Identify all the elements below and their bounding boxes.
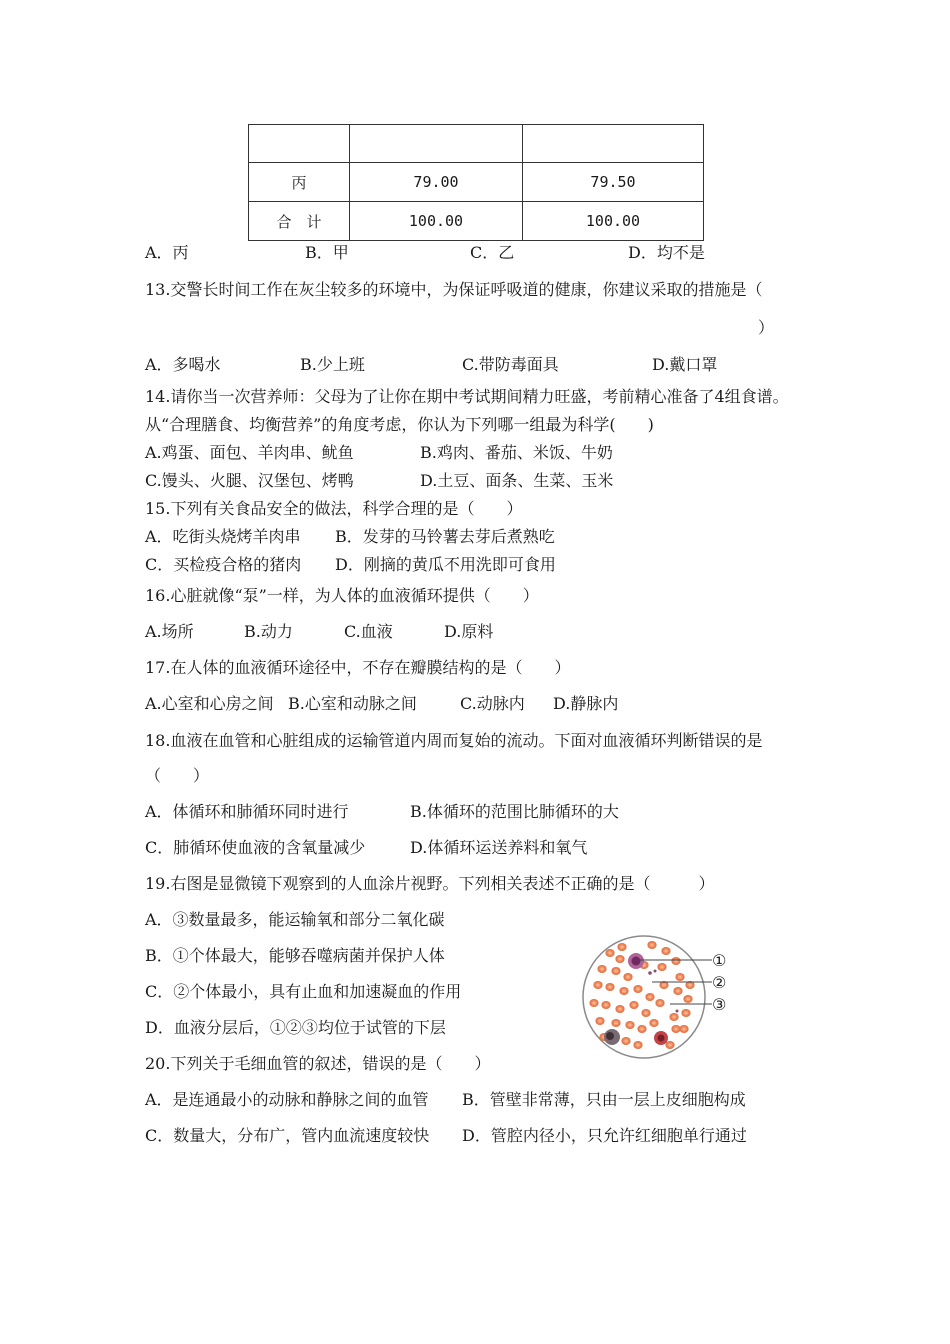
q14-option-c[interactable]: C.馒头、火腿、汉堡包、烤鸭 xyxy=(145,471,354,490)
figure-label-2: ② xyxy=(712,973,727,992)
q15-question: 15.下列有关食品安全的做法，科学合理的是（ ） xyxy=(145,499,523,518)
q13-option-b[interactable]: B.少上班 xyxy=(300,355,365,374)
red-blood-cell xyxy=(625,1021,634,1029)
red-blood-cell xyxy=(657,963,666,971)
red-blood-cell xyxy=(671,1025,680,1033)
q16-option-a[interactable]: A.场所 xyxy=(145,622,194,641)
red-blood-cell xyxy=(641,1009,650,1017)
table-cell: 合 计 xyxy=(249,202,350,241)
table-row xyxy=(249,163,704,202)
red-blood-cell xyxy=(619,987,628,995)
table-cell: 100.00 xyxy=(523,202,704,241)
red-blood-cell xyxy=(637,1025,646,1033)
table-cell: 79.50 xyxy=(523,163,704,202)
q15-option-a[interactable]: A．吃街头烧烤羊肉串 xyxy=(145,527,301,546)
q12-option-a[interactable]: A．丙 xyxy=(145,243,189,262)
q14-question-line2: 从“合理膳食、均衡营养”的角度考虑，你认为下列哪一组最为科学( ) xyxy=(145,415,654,434)
q13-answer-paren: ） xyxy=(758,318,775,337)
q18-option-d[interactable]: D.体循环运送养料和氧气 xyxy=(410,838,588,857)
q19-option-a[interactable]: A．③数量最多，能运输氧和部分二氧化碳 xyxy=(145,910,445,929)
table-cell: 丙 xyxy=(249,163,350,202)
red-blood-cell xyxy=(655,999,664,1007)
red-blood-cell xyxy=(615,1005,624,1013)
red-blood-cell xyxy=(675,973,684,981)
q18-answer-paren: （ ） xyxy=(145,766,210,785)
table-cell: 79.00 xyxy=(350,163,523,202)
q20-option-d[interactable]: D．管腔内径小，只允许红细胞单行通过 xyxy=(462,1126,747,1145)
q14-option-d[interactable]: D.土豆、面条、生菜、玉米 xyxy=(420,471,614,490)
q19-question: 19.右图是显微镜下观察到的人血涂片视野。下列相关表述不正确的是（ ） xyxy=(145,874,715,893)
red-blood-cell xyxy=(673,987,682,995)
red-blood-cell xyxy=(611,1019,620,1027)
red-blood-cell xyxy=(645,993,654,1001)
red-blood-cell xyxy=(623,973,632,981)
figure-label-3: ③ xyxy=(712,995,727,1014)
q19-option-d[interactable]: D．血液分层后，①②③均位于试管的下层 xyxy=(145,1018,446,1037)
q17-option-d[interactable]: D.静脉内 xyxy=(553,694,619,713)
table-cell xyxy=(523,125,704,163)
red-blood-cell xyxy=(595,1017,604,1025)
q18-question: 18.血液在血管和心脏组成的运输管道内周而复始的流动。下面对血液循环判断错误的是 xyxy=(145,731,763,750)
q13-option-d[interactable]: D.戴口罩 xyxy=(652,355,718,374)
q18-option-b[interactable]: B.体循环的范围比肺循环的大 xyxy=(410,802,619,821)
q17-option-c[interactable]: C.动脉内 xyxy=(460,694,525,713)
q16-option-b[interactable]: B.动力 xyxy=(244,622,293,641)
red-blood-cell xyxy=(615,955,624,963)
q19-option-b[interactable]: B．①个体最大，能够吞噬病菌并保护人体 xyxy=(145,946,445,965)
red-blood-cell xyxy=(671,957,680,965)
q16-question: 16.心脏就像“泵”一样，为人体的血液循环提供（ ） xyxy=(145,586,539,605)
red-blood-cell xyxy=(633,985,642,993)
q18-option-c[interactable]: C．肺循环使血液的含氧量减少 xyxy=(145,838,366,857)
table-row xyxy=(249,125,704,163)
q16-option-d[interactable]: D.原料 xyxy=(444,622,494,641)
q20-option-a[interactable]: A．是连通最小的动脉和静脉之间的血管 xyxy=(145,1090,429,1109)
red-blood-cell xyxy=(617,943,626,951)
q17-option-a[interactable]: A.心室和心房之间 xyxy=(145,694,274,713)
red-blood-cell xyxy=(605,983,614,991)
data-table xyxy=(248,124,704,241)
q13-option-c[interactable]: C.带防毒面具 xyxy=(462,355,559,374)
q14-question-line1: 14.请你当一次营养师：父母为了让你在期中考试期间精力旺盛，考前精心准备了4组食谱。 xyxy=(145,387,789,406)
red-blood-cell xyxy=(589,999,598,1007)
red-blood-cell xyxy=(683,995,692,1003)
q18-option-a[interactable]: A．体循环和肺循环同时进行 xyxy=(145,802,349,821)
red-blood-cell xyxy=(605,949,614,957)
table-cell: 100.00 xyxy=(350,202,523,241)
red-blood-cell xyxy=(629,1001,638,1009)
red-blood-cell xyxy=(633,1041,642,1049)
q12-option-c[interactable]: C．乙 xyxy=(470,243,515,262)
q15-option-c[interactable]: C．买检疫合格的猪肉 xyxy=(145,555,302,574)
red-blood-cell xyxy=(679,1025,688,1033)
q12-option-d[interactable]: D．均不是 xyxy=(628,243,705,262)
red-blood-cell xyxy=(649,1019,658,1027)
q14-option-b[interactable]: B.鸡肉、番茄、米饭、牛奶 xyxy=(420,443,613,462)
red-blood-cell xyxy=(593,981,602,989)
red-blood-cell xyxy=(669,1013,678,1021)
q15-option-b[interactable]: B．发芽的马铃薯去芽后煮熟吃 xyxy=(335,527,555,546)
q14-option-a[interactable]: A.鸡蛋、面包、羊肉串、鱿鱼 xyxy=(145,443,354,462)
q20-question: 20.下列关于毛细血管的叙述，错误的是（ ） xyxy=(145,1054,491,1073)
table-cell xyxy=(249,125,350,163)
figure-label-1: ① xyxy=(712,951,727,970)
q13-question: 13.交警长时间工作在灰尘较多的环境中，为保证呼吸道的健康，你建议采取的措施是（ xyxy=(145,280,763,299)
red-blood-cell xyxy=(601,1001,610,1009)
q20-option-c[interactable]: C．数量大，分布广，管内血流速度较快 xyxy=(145,1126,430,1145)
red-blood-cell xyxy=(681,1009,690,1017)
red-blood-cell xyxy=(665,1041,674,1049)
red-blood-cell xyxy=(647,941,656,949)
table-cell xyxy=(350,125,523,163)
red-blood-cell xyxy=(611,967,620,975)
q19-option-c[interactable]: C．②个体最小，具有止血和加速凝血的作用 xyxy=(145,982,462,1001)
q13-option-a[interactable]: A．多喝水 xyxy=(145,355,221,374)
red-blood-cell xyxy=(661,947,670,955)
table-row xyxy=(249,202,704,241)
q17-question: 17.在人体的血液循环途径中，不存在瓣膜结构的是（ ） xyxy=(145,658,571,677)
red-blood-cell xyxy=(597,965,606,973)
q15-option-d[interactable]: D．刚摘的黄瓜不用洗即可食用 xyxy=(335,555,556,574)
q17-option-b[interactable]: B.心室和动脉之间 xyxy=(288,694,417,713)
q16-option-c[interactable]: C.血液 xyxy=(344,622,393,641)
q12-option-b[interactable]: B．甲 xyxy=(305,243,349,262)
q20-option-b[interactable]: B．管壁非常薄，只由一层上皮细胞构成 xyxy=(462,1090,746,1109)
blood-smear-figure xyxy=(580,925,770,1070)
red-blood-cell xyxy=(621,1037,630,1045)
